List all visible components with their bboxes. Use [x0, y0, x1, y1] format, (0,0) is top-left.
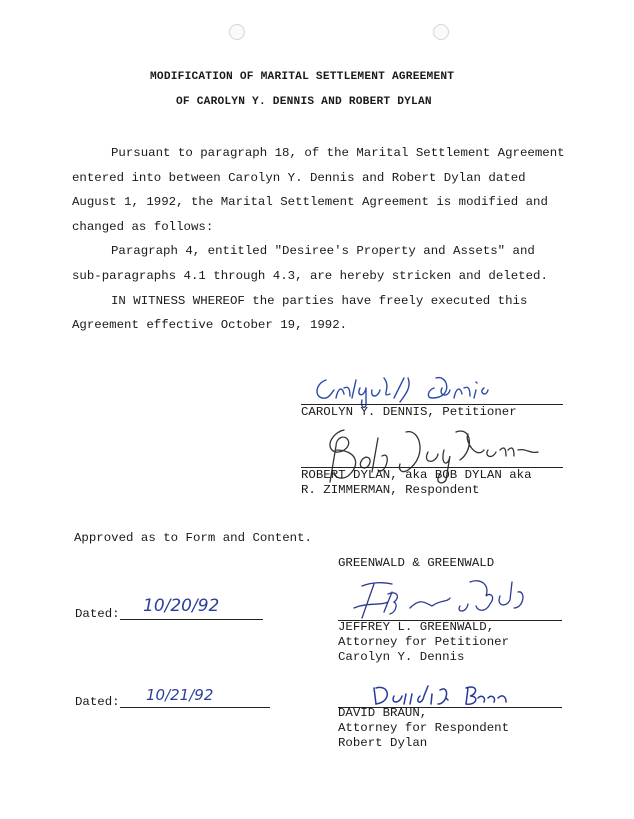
- dated-label-1: Dated:: [75, 607, 120, 621]
- dated-label-2: Dated:: [75, 695, 120, 709]
- braun-name: DAVID BRAUN,: [338, 706, 428, 720]
- greenwald-role: Attorney for Petitioner: [338, 635, 510, 649]
- dated-value-1: 10/20/92: [143, 596, 220, 616]
- braun-role: Attorney for Respondent: [338, 721, 510, 735]
- body-line: Pursuant to paragraph 18, of the Marital Settlement Agreement: [111, 146, 565, 160]
- body-line: Agreement effective October 19, 1992.: [72, 318, 348, 332]
- approved-text: Approved as to Form and Content.: [74, 531, 312, 545]
- punch-hole: [229, 24, 245, 40]
- body-line: changed as follows:: [72, 220, 214, 234]
- body-line: Paragraph 4, entitled "Desiree's Property and Assets" and: [111, 244, 535, 258]
- body-line: August 1, 1992, the Marital Settlement Agreement is modified and: [72, 195, 548, 209]
- signature-jeffrey-greenwald: [340, 572, 540, 624]
- braun-client: Robert Dylan: [338, 736, 428, 750]
- title-line-2: OF CAROLYN Y. DENNIS AND ROBERT DYLAN: [176, 96, 432, 108]
- signatory-dylan-line-2: R. ZIMMERMAN, Respondent: [301, 483, 480, 497]
- body-line: sub-paragraphs 4.1 through 4.3, are hereby stricken and deleted.: [72, 269, 548, 283]
- punch-hole: [433, 24, 449, 40]
- signatory-dennis: CAROLYN Y. DENNIS, Petitioner: [301, 405, 517, 419]
- title-line-1: MODIFICATION OF MARITAL SETTLEMENT AGREEMENT: [150, 71, 455, 83]
- signature-carolyn-dennis: [308, 368, 548, 408]
- body-line: IN WITNESS WHEREOF the parties have freely executed this: [111, 294, 528, 308]
- greenwald-name: JEFFREY L. GREENWALD,: [338, 620, 495, 634]
- dated-value-2: 10/21/92: [146, 686, 214, 704]
- law-firm-name: GREENWALD & GREENWALD: [338, 556, 495, 570]
- signatory-dylan-line-1: ROBERT DYLAN, aka BOB DYLAN aka: [301, 468, 532, 482]
- greenwald-client: Carolyn Y. Dennis: [338, 650, 465, 664]
- body-line: entered into between Carolyn Y. Dennis and Robert Dylan dated: [72, 171, 526, 185]
